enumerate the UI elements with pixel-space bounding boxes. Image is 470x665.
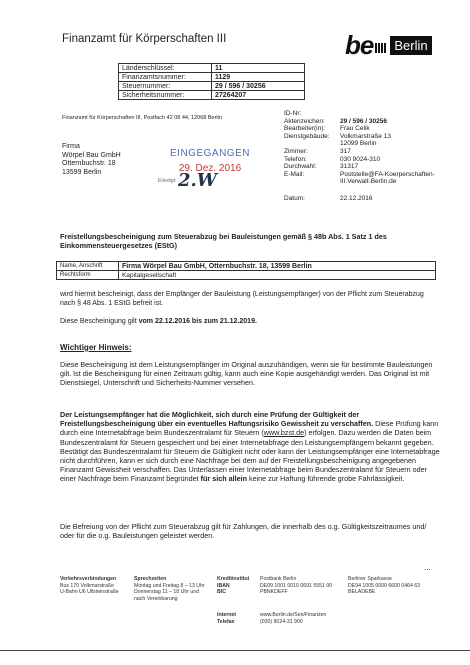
footer-line: Postbank Berlin [260,576,297,582]
notice-heading: Wichtiger Hinweis: [60,343,132,352]
id-nr-label: ID-Nr: [284,110,302,117]
notice-paragraph-2 [60,410,440,484]
company-value: Firma Wörpel Bau GmbH, Otternbuchstr. 18, 13599 Berlin [119,262,436,271]
footer-contact-labels [217,612,236,625]
notice-bold: Der Leistungsempfänger hat die Möglichkeit, sich durch eine Prüfung der Gültigkeit der Freistellungsbescheinigung über ein eventuelles Haftungsrisiko Gewissheit zu verschaffen. [60,410,374,429]
email-link[interactable]: III.Verwalt-Berlin.de [340,178,397,186]
id-label: Sicherheitsnummer: [119,91,212,100]
authority-name: Finanzamt für Körperschaften III [62,33,227,45]
id-label: Steuernummer: [119,82,212,91]
footer-line: U-Bahn U6 Ullsteinstraße [60,589,119,595]
info-value: 12099 Berlin [340,140,377,148]
footer [0,576,470,646]
handwritten-signature: 2.W [178,170,218,191]
recipient-line: Wörpel Bau GmbH [62,151,121,159]
recipient-address [62,143,121,177]
footer-line: (030) 9024-31 900 [260,618,303,625]
notice-bold: für sich allein [200,474,247,484]
logo-bars-icon [375,39,386,53]
info-value: Volkmarstraße 13 [340,132,391,140]
logo-be: be [345,30,374,60]
footer-line: nach Vereinbarung [134,595,178,602]
stamp-received: EINGEGANGEN [170,148,250,159]
footer-hours [134,576,205,602]
website-link[interactable]: www.Berlin.de/Sen/Finanzen [260,612,327,618]
info-value: 030 9024-310 [340,155,381,163]
id-label: Länderschlüssel: [119,64,212,73]
info-label: Zimmer: [284,147,308,155]
info-label: Bearbeiter(in): [284,125,326,133]
received-stamp [156,148,264,190]
validity-statement [60,318,257,325]
email-link[interactable]: Poststelle@FA-Koerperschaften- [340,170,435,178]
notice-text: Diese Prüfung kann durch eine Internetabfrage beim Bundeszentralamt für Steuern ( [60,419,439,438]
footer-line: Donnerstag 11 – 18 Uhr und [134,589,200,595]
info-label: Durchwahl: [284,163,317,171]
notice-text: keine zur Haftung führende grobe Fahrlässigkeit. [246,474,405,484]
notice-text: ) erfolgen. Dazu werden die Daten beim Bundeszentralamt für Steuern gespeichert und bei einer Internetabfrage den Leistungsempfängern bekannt gegeben. Bestätigt das Bundeszentralamt für Steuern die Gültigkeit nicht oder kann der Leistungsempfänger eine Internetabfrage nicht durchführen, kann er sich durch eine Nachfrage bei dem auf der Freistellungsbescheinigung angegebenen Finanzamt Gewissheit verschaffen. Das Unterlassen einer Internetabfrage beim Bundeszentralamt für Steuern oder einer Nachfrage beim Finanzamt begründet [60,428,440,484]
validity-period: vom 22.12.2016 bis zum 21.12.2019. [138,318,257,325]
id-value: 27264207 [212,91,305,100]
sender-line: Finanzamt für Körperschaften III, Postfach 42 08 44, 12068 Berlin [62,115,222,121]
id-value: 11 [212,64,305,73]
footer-bank-2 [348,576,420,596]
identification-table [118,63,305,100]
footer-heading: Kreditinstitut [217,576,250,582]
info-value: 31317 [340,163,359,171]
id-label: Finanzamtsnummer: [119,73,212,82]
date-label: Datum: [284,194,305,202]
document-subject: Freistellungsbescheinigung zum Steuerabzug bei Bauleistungen gemäß § 48b Abs. 1 Satz 1 des Einkommensteuergesetzes (EStG) [60,232,387,250]
footer-line: Montag und Freitag 8 – 13 Uhr [134,582,205,589]
recipient-line: 13599 Berlin [62,168,102,176]
company-value: Kapitalgesellschaft [119,271,436,280]
company-label: Name, Anschrift [57,262,119,271]
exemption-statement: wird hiermit bescheinigt, dass der Empfänger der Bauleistung (Leistungsempfänger) von der Pflicht zum Steuerabzug nach § 48 Abs. 1 EStG befreit ist. [60,291,424,307]
footer-line: DE09 1001 0010 0691 5551 00 [260,582,333,589]
footer-bank-labels [217,576,249,596]
bzst-link[interactable]: www.bzst.de [263,428,305,438]
id-value: 1129 [212,73,305,82]
notice-paragraph-1: Diese Bescheinigung ist dem Leistungsempfänger im Original auszuhändigen, wenn sie für bestimmte Bauleistungen gilt. Ist die Bescheinigung für einen Zeitraum gültig, kann auch eine Kopie ausgehändigt werden. Das Original ist mit Dienstsiegel, Unterschrift und Sicherheits-Nummer versehen. [60,360,433,388]
date-value: 22.12.2016 [340,194,373,202]
footer-line: Berliner Sparkasse [348,576,392,582]
footer-line: PBNKDEFF [260,589,288,595]
info-value: 317 [340,147,351,155]
footer-contact [260,612,326,625]
recipient-line: Firma [62,143,80,150]
stamp-done-label: Erledigt: [158,178,177,184]
footer-heading: Verkehrsverbindungen [60,576,117,582]
footer-line: BELADEBE [348,589,376,595]
footer-bank-1 [260,576,332,596]
footer-line: BIC [217,589,226,595]
info-label: Dienstgebäude: [284,132,330,140]
id-value: 29 / 596 / 30256 [212,82,305,91]
footer-line: Internet [217,612,237,618]
bottom-border [0,650,470,651]
footer-line: DE94 1005 0000 6600 0464 63 [348,582,421,589]
info-value: Frau Celik [340,125,370,133]
company-label: Rechtsform [57,271,119,280]
berlin-logo [345,30,432,61]
footer-line: IBAN [217,582,230,589]
validity-text: Diese Bescheinigung gilt [60,318,139,325]
logo-city: Berlin [390,36,431,55]
info-label [284,140,340,148]
footer-line: Bus 170 Volkmarstraße [60,582,114,589]
info-label [284,178,340,186]
info-label: E-Mail: [284,170,305,178]
recipient-line: Otternbuchstr. 18 [62,160,116,167]
stamp-date: 29. Dez. 2016 [178,163,242,174]
notice-paragraph-3: Die Befreiung von der Pflicht zum Steuerabzug gilt für Zahlungen, die innerhalb des o.g. Gültigkeitszeitraumes und/ oder für die o.g. Bauleistungen geleistet werden. [60,522,427,541]
continuation-dots: ... [424,563,431,572]
footer-heading: Sprechzeiten [134,576,167,582]
footer-transport [60,576,119,596]
footer-line: Telefax [217,618,235,625]
info-label: Telefon: [284,155,307,163]
company-table [56,261,436,280]
info-value: 29 / 596 / 30256 [340,117,387,125]
case-info [284,110,470,203]
info-label: Aktenzeichen: [284,117,325,125]
